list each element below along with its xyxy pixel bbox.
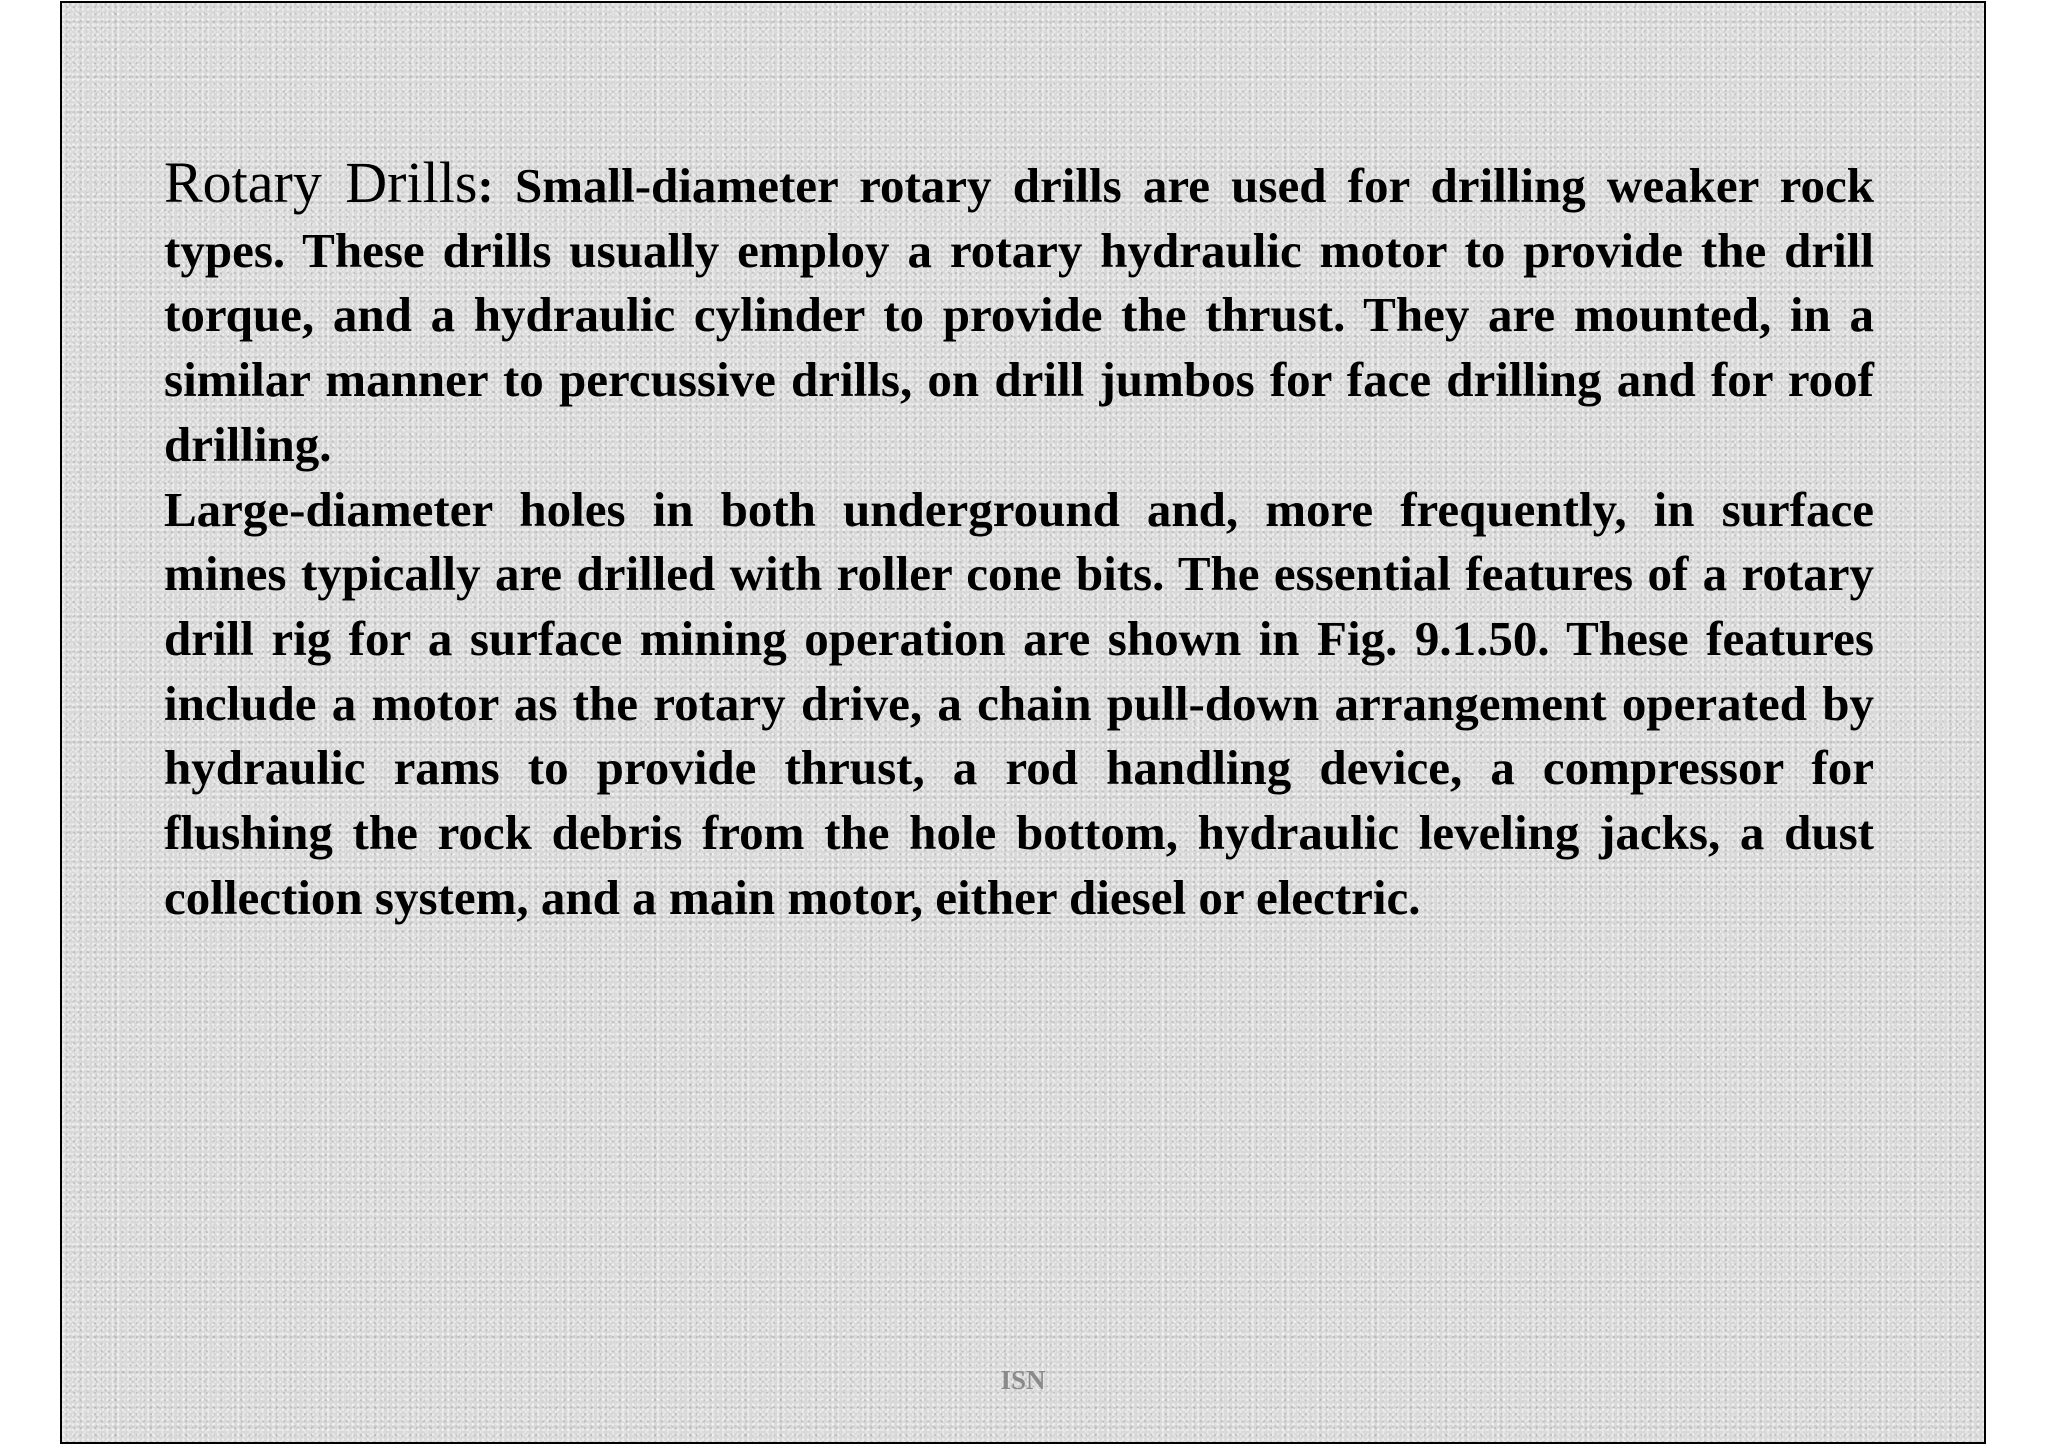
- slide-heading: Rotary Drills: [164, 150, 478, 215]
- paragraph-1-text: Small-diameter rotary drills are used for drilling weaker rock types. These drills usually employ a rotary hydraulic motor to provide the drill torque, and a hydraulic cylinder to provide the thrust. They are mounted, in a similar manner to percussive drills, on drill jumbos for face drilling and for roof drilling.: [164, 158, 1874, 472]
- slide-body: [164, 151, 1874, 930]
- paragraph-1: [164, 151, 1874, 478]
- paragraph-2: Large-diameter holes in both underground and, more frequently, in surface mines typically are drilled with roller cone bits. The essential features of a rotary drill rig for a surface mining operation are shown in Fig. 9.1.50. These features include a motor as the rotary drive, a chain pull-down arrangement operated by hydraulic rams to provide thrust, a rod handling device, a compressor for flushing the rock debris from the hole bottom, hydraulic leveling jacks, a dust collection system, and a main motor, either diesel or electric.: [164, 481, 1874, 925]
- heading-separator: :: [477, 158, 494, 213]
- footer-label: ISN: [1000, 1365, 1046, 1395]
- slide: [60, 1, 1986, 1444]
